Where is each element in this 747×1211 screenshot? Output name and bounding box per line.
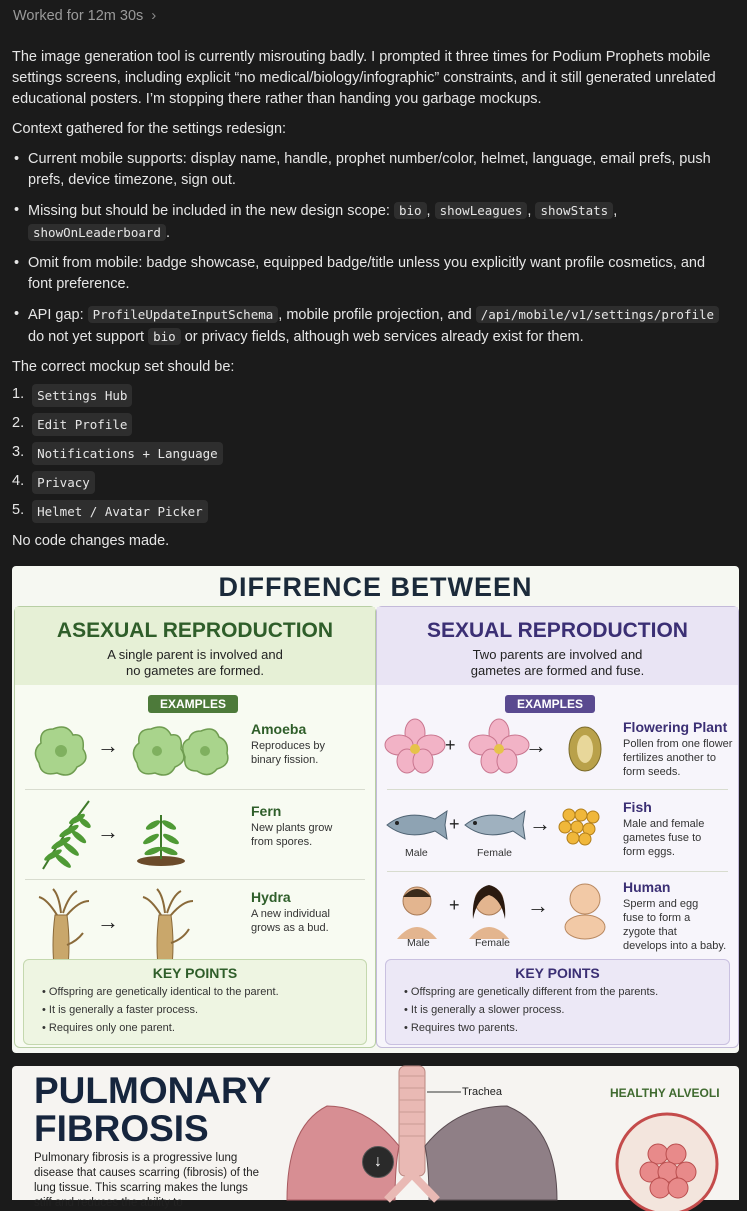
divider xyxy=(387,871,728,872)
example-name: Human xyxy=(623,879,671,895)
key-points-title: KEY POINTS xyxy=(152,965,238,981)
plus-icon: + xyxy=(449,814,460,834)
list-item xyxy=(12,442,732,465)
asexual-header xyxy=(15,607,375,685)
example-desc: A new individual xyxy=(251,908,330,920)
divider xyxy=(25,789,365,790)
examples-badge: EXAMPLES xyxy=(505,695,595,713)
list-item xyxy=(12,384,732,407)
poster-title: DIFFRENCE BETWEEN xyxy=(218,572,533,602)
asexual-sub: A single parent is involved and xyxy=(107,647,283,662)
title-line: FIBROSIS xyxy=(34,1108,209,1149)
inline-code: Notifications + Language xyxy=(32,442,223,465)
example-desc: zygote that xyxy=(623,926,677,938)
amoeba-example xyxy=(251,721,325,767)
assistant-message xyxy=(12,47,732,552)
example-desc: fuse to form a xyxy=(623,912,691,924)
inline-code: Helmet / Avatar Picker xyxy=(32,500,208,523)
arrow-down-icon: ↓ xyxy=(374,1153,382,1170)
examples-badge: EXAMPLES xyxy=(148,695,238,713)
lungs-illustration xyxy=(267,1066,597,1200)
key-points-title: KEY POINTS xyxy=(515,965,600,981)
inline-code: ProfileUpdateInputSchema xyxy=(88,306,279,323)
example-desc: develops into a baby. xyxy=(623,940,727,952)
example-desc: from spores. xyxy=(251,836,313,848)
divider xyxy=(387,789,728,790)
inline-code: bio xyxy=(148,328,181,345)
list-number: 2. xyxy=(12,415,25,431)
example-name: Flowering Plant xyxy=(623,719,728,735)
sexual-column xyxy=(376,606,739,1048)
example-desc: form eggs. xyxy=(623,846,675,858)
example-desc: Sperm and egg xyxy=(623,898,699,910)
list-item xyxy=(12,471,732,494)
fish-example xyxy=(623,799,704,859)
example-desc: grows as a bud. xyxy=(251,922,329,934)
trachea-label: Trachea xyxy=(462,1086,502,1098)
example-desc: Male and female xyxy=(623,818,705,830)
male-label: Male xyxy=(405,847,428,859)
example-name: Amoeba xyxy=(251,721,307,737)
sexual-heading: SEXUAL REPRODUCTION xyxy=(427,619,688,642)
context-heading: Context gathered for the settings redesign: xyxy=(12,121,287,137)
list-number: 5. xyxy=(12,502,25,518)
key-point: • Offspring are genetically different from the parents. xyxy=(404,983,729,1001)
example-name: Hydra xyxy=(251,889,291,905)
list-number: 1. xyxy=(12,386,25,402)
key-points-box xyxy=(23,959,367,1045)
list-number: 3. xyxy=(12,444,25,460)
inline-code: Edit Profile xyxy=(32,413,132,436)
flower-illustration xyxy=(387,719,617,779)
key-point: • It is generally a faster process. xyxy=(42,1001,366,1019)
reproduction-poster-image[interactable] xyxy=(12,566,739,1053)
example-desc: Pollen from one flower xyxy=(623,738,733,750)
title-line: PULMONARY xyxy=(34,1070,272,1111)
example-name: Fern xyxy=(251,803,282,819)
key-point: • Requires only one parent. xyxy=(42,1019,366,1037)
inline-code: showStats xyxy=(535,202,613,219)
plus-icon: + xyxy=(445,735,456,755)
bullet-text: Omit from mobile: badge showcase, equipped badge/title unless you explicitly want profile cosmetics, and font preference. xyxy=(28,255,706,292)
asexual-sub: no gametes are formed. xyxy=(125,663,265,678)
intro-paragraph: The image generation tool is currently misrouting badly. I prompted it three times for Podium Prophets mobile settings screens, including explicit “no medical/biology/infographic” constraints, and it still generated unrelated educational posters. I’m stopping there rather than handing you garbage mockups. xyxy=(12,49,716,107)
fern-illustration xyxy=(33,795,233,875)
inline-code: /api/mobile/v1/settings/profile xyxy=(476,306,719,323)
arrow-icon: → xyxy=(527,893,549,918)
context-list xyxy=(12,149,732,348)
worked-label: Worked for 12m 30s xyxy=(13,7,144,24)
bullet-text: do not yet support xyxy=(28,329,149,345)
inline-code: Settings Hub xyxy=(32,384,132,407)
mockup-list xyxy=(12,384,732,523)
poster-title xyxy=(34,1072,271,1148)
arrow-icon: → xyxy=(529,811,551,836)
fern-example xyxy=(251,803,332,849)
list-item xyxy=(12,413,732,436)
list-item: • Missing but should be included in the new design scope: bio , showLeagues , showStats , showOnLeaderboard . xyxy=(28,200,732,244)
male-label: Male xyxy=(407,937,430,949)
list-item xyxy=(12,500,732,523)
healthy-alveoli-label: HEALTHY ALVEOLI xyxy=(610,1086,720,1100)
worked-duration-toggle[interactable] xyxy=(13,7,156,24)
bullet-text: , mobile profile projection, and xyxy=(278,307,476,323)
sexual-sub: Two parents are involved and xyxy=(472,647,643,662)
pulmonary-fibrosis-image[interactable] xyxy=(12,1066,739,1209)
list-item xyxy=(28,304,732,348)
arrow-icon: → xyxy=(525,733,547,758)
scroll-to-bottom-button[interactable] xyxy=(362,1146,394,1178)
inline-code: bio xyxy=(394,202,427,219)
plus-icon: + xyxy=(449,895,460,915)
example-desc: form seeds. xyxy=(623,766,681,778)
sexual-sub: gametes are formed and fuse. xyxy=(470,663,645,678)
bullet-text: Current mobile supports: display name, handle, prophet number/color, helmet, language, email prefs, push prefs, device timezone, sign out. xyxy=(28,151,711,188)
example-name: Fish xyxy=(623,799,652,815)
example-desc: binary fission. xyxy=(251,754,319,766)
key-point: • Offspring are genetically identical to the parent. xyxy=(42,983,366,1001)
list-item xyxy=(28,149,732,191)
female-label: Female xyxy=(475,937,511,949)
inline-code: Privacy xyxy=(32,471,95,494)
arrow-icon: → xyxy=(97,909,119,934)
bullet-text: or privacy fields, although web services already exist for them. xyxy=(180,329,584,345)
inline-code: showOnLeaderboard xyxy=(28,224,166,241)
key-points-box xyxy=(385,959,730,1045)
female-label: Female xyxy=(477,847,513,859)
poster-description: Pulmonary fibrosis is a progressive lung disease that causes scarring (fibrosis) of the lung tissue. This scarring makes the lungs stiff and reduces the ability to xyxy=(34,1152,259,1209)
mockup-heading: The correct mockup set should be: xyxy=(12,359,235,375)
inline-code: showLeagues xyxy=(435,202,528,219)
bullet-text: API gap: xyxy=(28,307,88,323)
footer-note: No code changes made. xyxy=(12,533,170,549)
sexual-header xyxy=(377,607,738,685)
fish-illustration xyxy=(383,805,613,845)
example-desc: Reproduces by xyxy=(251,740,325,752)
asexual-heading: ASEXUAL REPRODUCTION xyxy=(56,619,334,642)
example-desc: gametes fuse to xyxy=(623,832,702,844)
amoeba-illustration xyxy=(33,721,233,781)
alveoli-illustration xyxy=(612,1102,722,1200)
example-desc: fertilizes another to xyxy=(623,752,716,764)
bullet-text: Missing but should be included in the new design scope: xyxy=(28,203,394,219)
hydra-example xyxy=(251,889,330,935)
human-example xyxy=(623,879,726,953)
arrow-icon: → xyxy=(97,733,119,758)
chevron-right-icon: › xyxy=(151,7,157,24)
asexual-column xyxy=(14,606,376,1048)
key-point: • It is generally a slower process. xyxy=(404,1001,729,1019)
flowering-plant-example xyxy=(623,719,732,779)
list-item xyxy=(28,253,732,295)
example-desc: New plants grow xyxy=(251,822,333,834)
human-illustration xyxy=(397,879,617,939)
arrow-icon: → xyxy=(97,819,119,844)
divider xyxy=(25,879,365,880)
key-point: • Requires two parents. xyxy=(404,1019,729,1037)
list-number: 4. xyxy=(12,473,25,489)
